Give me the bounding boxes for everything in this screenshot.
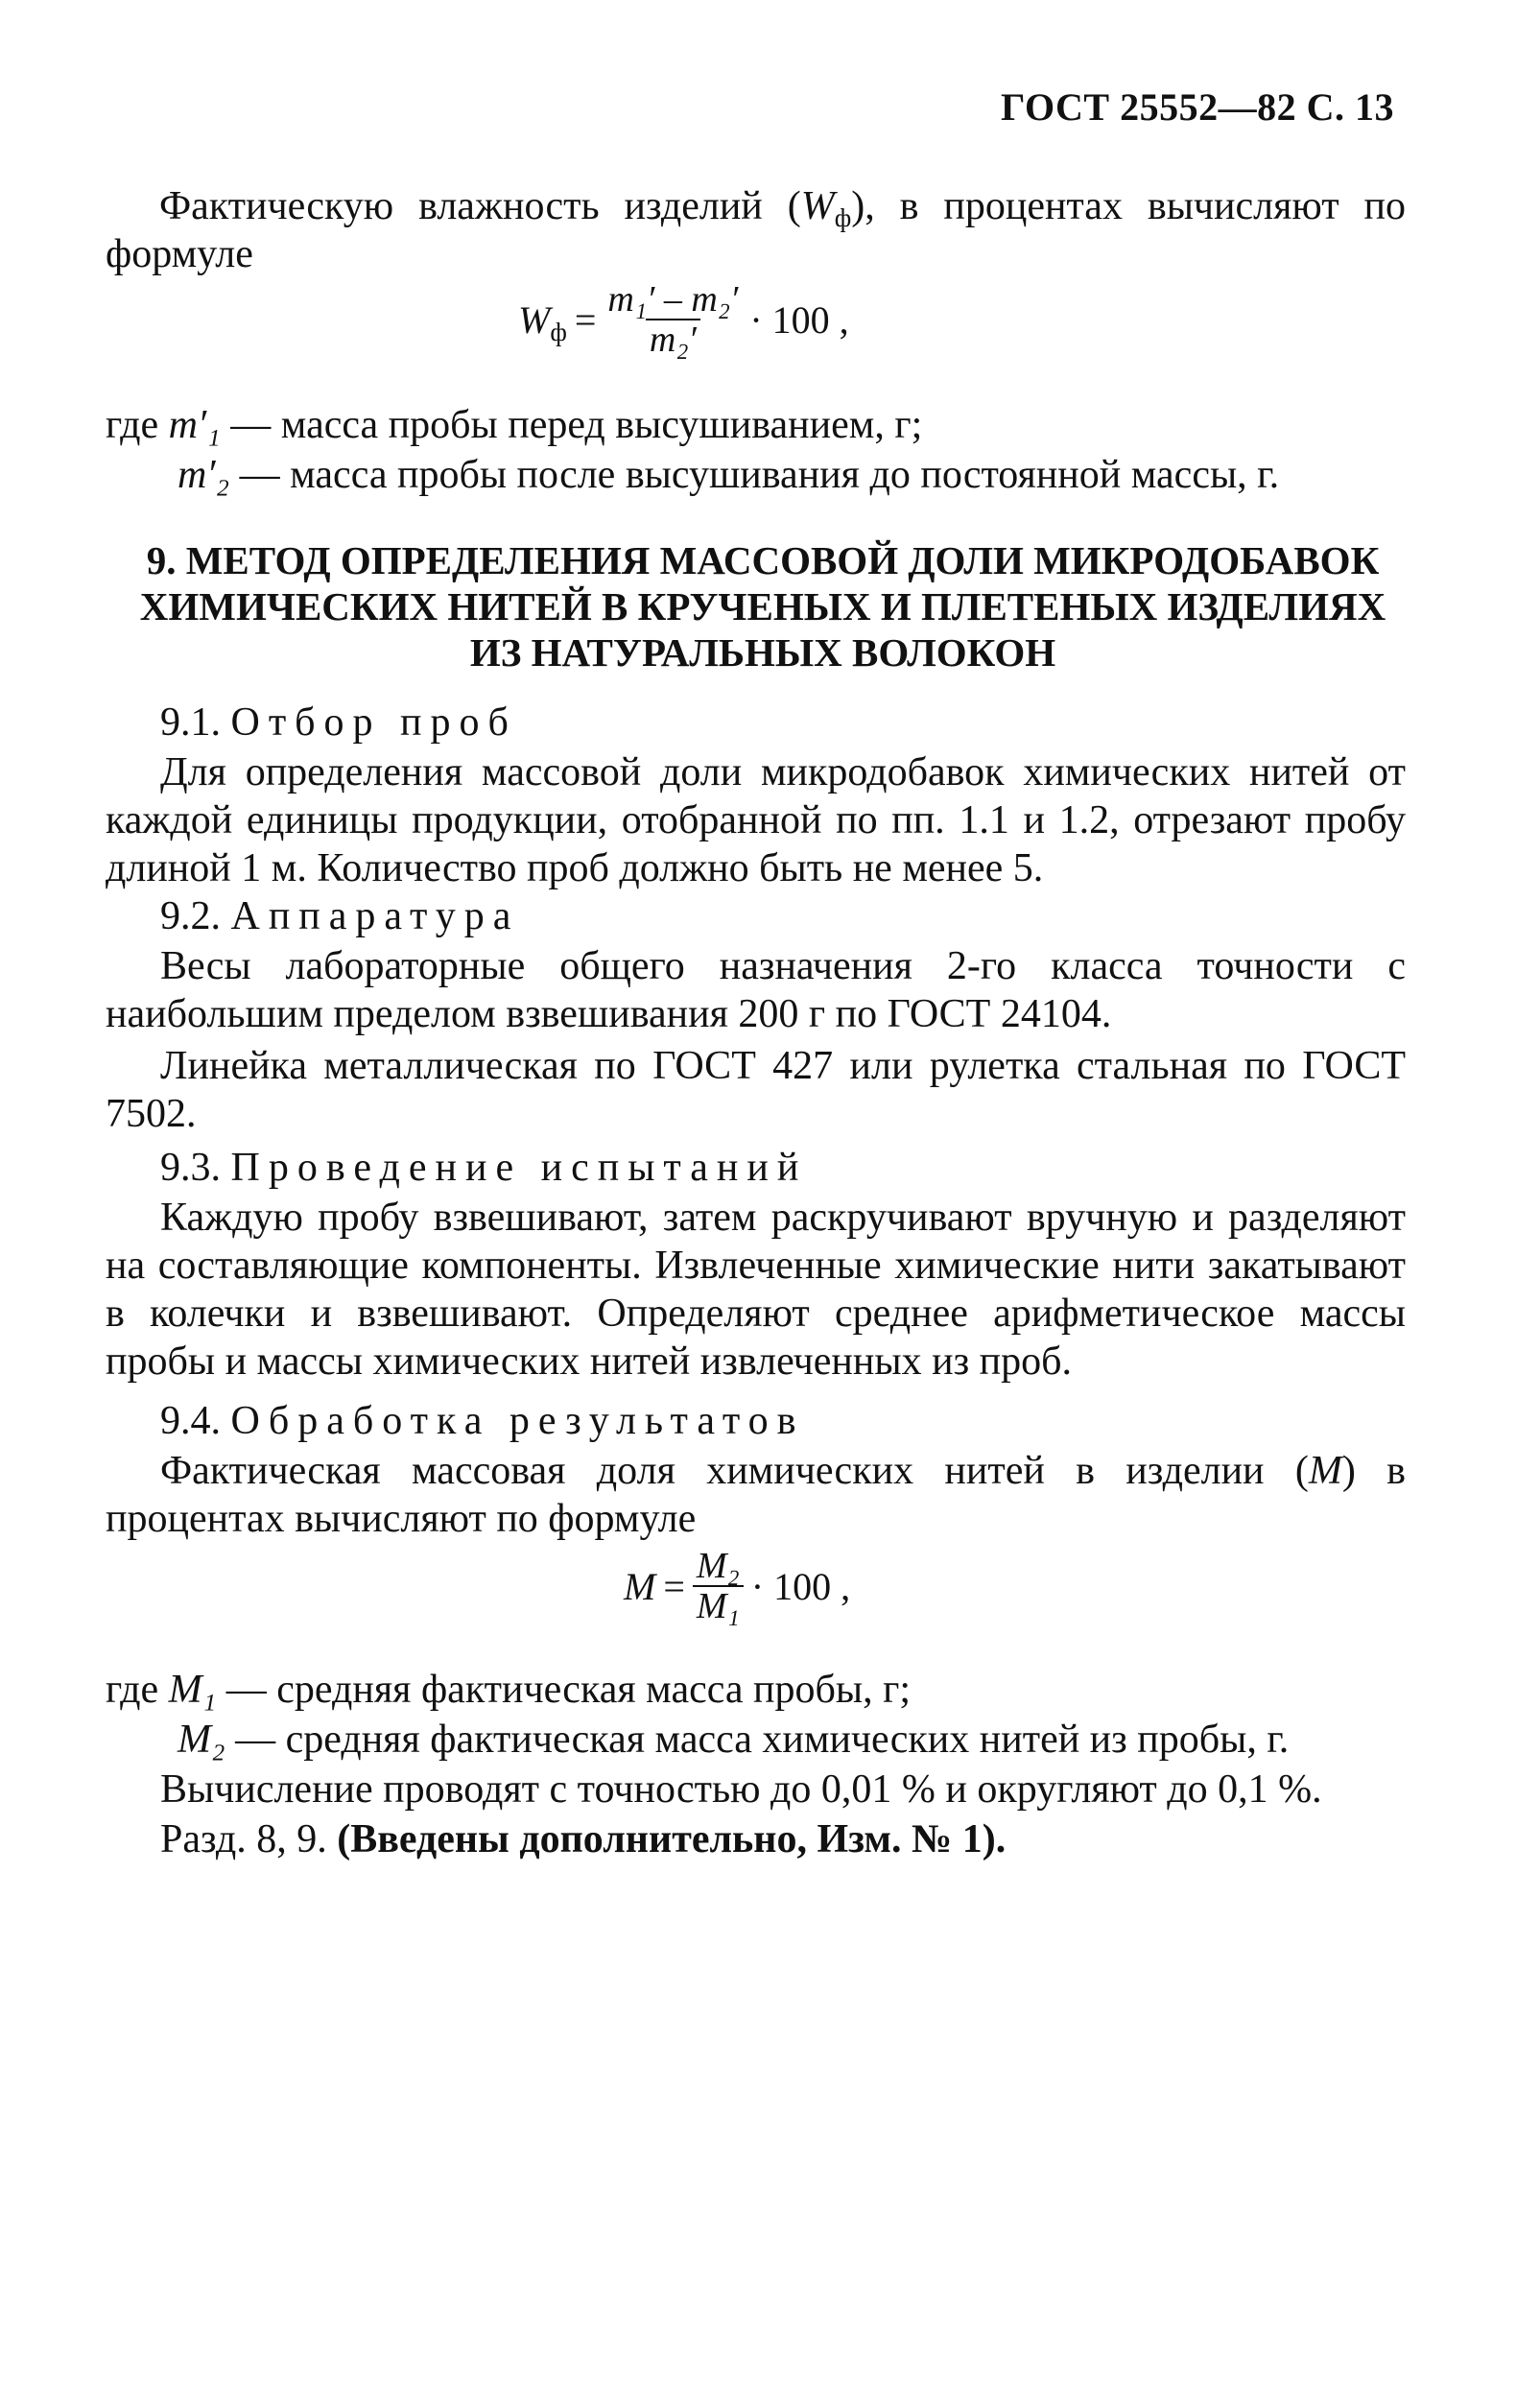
s94-body [106,1447,1406,1543]
where1-row2 [178,451,1279,499]
s92-body2: Линейка металлическая по ГОСТ 427 или рулетка стальная по ГОСТ 7502. [106,1044,1406,1136]
where2-sym2: M₂ [178,1718,225,1762]
s91-heading-text: Отбор проб [230,700,517,745]
where2-text1: — средняя фактическая масса пробы, г; [225,1668,912,1712]
where2-row1 [106,1666,911,1714]
s93-body: Каждую пробу взвешивают, затем раскручивают вручную и разделяют на составляющие компоненты. Извлеченные химические нити закатывают в колечки и взвешивают. Определяют среднее арифметическое массы пробы и массы химических нитей извлеченных из проб. [106,1196,1406,1384]
s93-heading [160,1144,807,1192]
formula1-lhs-sub: ф [550,317,567,346]
s94-num: 9.4. [160,1399,221,1443]
intro-var: W [800,184,835,228]
formula2-fraction [693,1547,744,1625]
s91-body: Для определения массовой доли микродобавок химических нитей от каждой единицы продукции, отобранной по пп. 1.1 и 1.2, отрезают пробу длиной 1 м. Количество проб должно быть не менее 5. [106,750,1406,890]
s94-text-after: ) в процентах вычисляют по формуле [106,1449,1406,1541]
closing-line2 [160,1815,1006,1863]
closing-plain: Разд. 8, 9. [160,1817,327,1861]
s94-heading [160,1397,805,1445]
where2-row2 [178,1716,1289,1764]
formula2-denominator: M₁ [693,1585,744,1625]
intro-text-after: ), в процентах вычисляют по формуле [106,184,1407,276]
formula1-numerator: m₁′ – m₂′ [607,279,739,320]
formula2-eq: = [663,1564,685,1608]
formula1-denominator: m₂′ [646,319,700,359]
where1-sym2: m′₂ [178,453,230,497]
s92-num: 9.2. [160,894,221,938]
s91-num: 9.1. [160,700,221,745]
section-9-title-line3: ИЗ НАТУРАЛЬНЫХ ВОЛОКОН [469,630,1056,675]
formula-mass-fraction [624,1547,850,1625]
formula2-tail: · 100 , [750,1564,851,1608]
formula1-fraction [604,280,742,359]
intro-paragraph [106,182,1406,278]
where1-text1: — масса пробы перед высушиванием, г; [230,403,923,447]
formula1-tail: · 100 , [749,297,849,342]
section-9-title-line1: 9. МЕТОД ОПРЕДЕЛЕНИЯ МАССОВОЙ ДОЛИ МИКРОДОБАВОК [146,538,1380,582]
page-header: ГОСТ 25552—82 С. 13 [1000,85,1394,129]
s94-text-before: Фактическая массовая доля химических нитей в изделии ( [160,1449,1309,1493]
where1-prefix: где [106,403,159,447]
s92-body1: Весы лабораторные общего назначения 2-го класса точности с наибольшим пределом взвешивания 200 г по ГОСТ 24104. [106,944,1406,1036]
s91-heading [160,699,517,747]
intro-text-before: Фактическую влажность изделий ( [159,184,801,228]
where1-sym1: m′₁ [168,403,221,447]
where2-prefix: где [106,1668,159,1712]
s92-heading [160,892,519,940]
s94-text-var: M [1308,1449,1342,1493]
formula2-numerator: M₂ [696,1546,740,1586]
where2-sym1: M₁ [168,1668,217,1712]
formula1-lhs: W [518,297,551,342]
formula-moisture [518,280,849,359]
intro-var-sub: ф [834,203,852,232]
where1-text2: — масса пробы после высушивания до постоянной массы, г. [239,453,1280,497]
where1-row1 [106,401,922,449]
s93-heading-text: Проведение испытаний [230,1146,808,1190]
formula2-lhs: M [624,1564,656,1608]
formula1-eq: = [574,297,597,342]
s92-heading-text: Аппаратура [230,894,520,938]
where2-text2: — средняя фактическая масса химических нитей из пробы, г. [235,1718,1290,1762]
closing-bold-note: (Введены дополнительно, Изм. № 1). [337,1817,1007,1861]
s94-heading-text: Обработка результатов [230,1399,805,1443]
closing-line1: Вычисление проводят с точностью до 0,01 % и округляют до 0,1 %. [160,1767,1322,1812]
section-9-title [125,537,1401,676]
s93-num: 9.3. [160,1146,221,1190]
section-9-title-line2: ХИМИЧЕСКИХ НИТЕЙ В КРУЧЕНЫХ И ПЛЕТЕНЫХ ИЗДЕЛИЯХ [139,584,1386,628]
